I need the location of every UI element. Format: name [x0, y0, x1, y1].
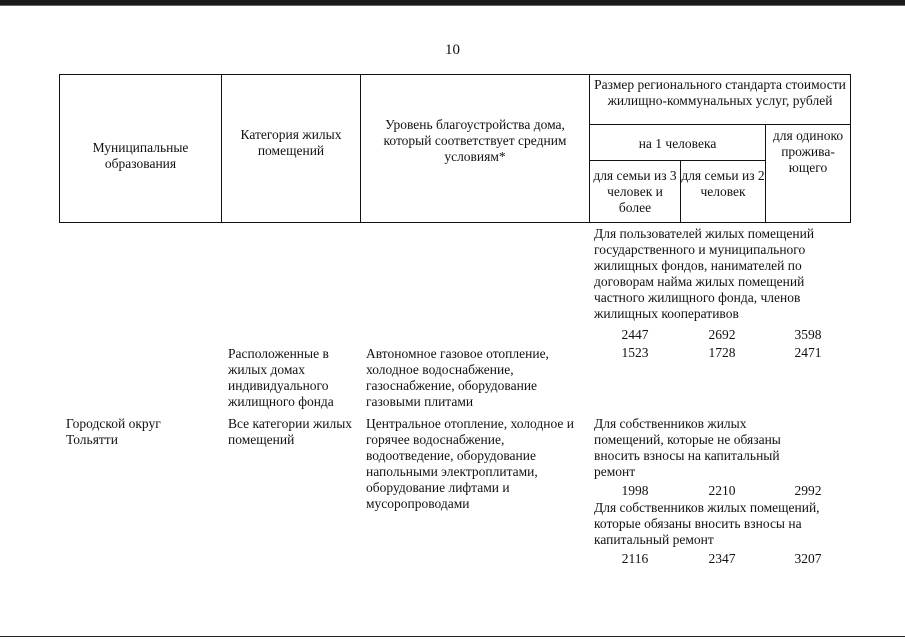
header-level: Уровень благоустройства дома, который соответствует средним условиям*	[383, 117, 567, 164]
group-caption-users: Для пользователей жилых помещений государственного и муниципального жилищных фондов, нанимателей по договорам найма жилых помещений частного жилищного фонда, членов жилищных кооперативов	[594, 226, 815, 321]
header-family-2: для семьи из 2 человек	[681, 168, 765, 199]
value-cell: 2447	[621, 327, 649, 342]
level-gas-heating: Автономное газовое отопление, холодное водоснабжение, газоснабжение, оборудование газовыми плитами	[366, 346, 549, 409]
municipality-name: Городской округ Тольятти	[66, 416, 161, 447]
header-municipality: Муниципальные образования	[92, 140, 189, 171]
level-central-heating: Центральное отопление, холодное и горячее водоснабжение, водоотведение, оборудование напольными электроплитами, оборудование лифтами и мусоропроводами	[366, 416, 574, 511]
scan-top-border-line	[0, 5, 905, 6]
header-divider-per-person	[589, 160, 765, 161]
value-cell: 2116	[621, 551, 649, 566]
header-single: для одиноко прожива-ющего	[772, 128, 844, 175]
category-individual-housing: Расположенные в жилых домах индивидуального жилищного фонда	[228, 346, 334, 409]
value-cell: 3207	[794, 551, 822, 566]
header-vline-7	[850, 74, 851, 223]
header-bottom-border	[59, 222, 851, 223]
header-standard: Размер регионального стандарта стоимости жилищно-коммунальных услуг, рублей	[594, 77, 846, 108]
value-cell: 3598	[794, 327, 822, 342]
category-all: Все категории жилых помещений	[228, 416, 353, 447]
scan-bottom-border	[0, 636, 905, 637]
value-cell: 1998	[621, 483, 649, 498]
value-cell: 2471	[794, 345, 822, 360]
value-cell: 1523	[621, 345, 649, 360]
value-cell: 2992	[794, 483, 822, 498]
value-cell: 1728	[708, 345, 736, 360]
value-cell: 2210	[708, 483, 736, 498]
header-divider-standard	[589, 124, 851, 125]
page-number: 10	[445, 42, 460, 58]
header-per-person: на 1 человека	[638, 136, 717, 151]
header-top-border	[59, 74, 851, 75]
group-caption-owners-obliged: Для собственников жилых помещений, которые обязаны вносить взносы на капитальный ремонт	[594, 500, 820, 547]
header-category: Категория жилых помещений	[240, 127, 342, 158]
group-caption-owners-not-obliged: Для собственников жилых помещений, которые не обязаны вносить взносы на капитальный ремонт	[594, 416, 781, 479]
header-family-3: для семьи из 3 человек и более	[593, 168, 677, 215]
value-cell: 2692	[708, 327, 736, 342]
value-cell: 2347	[708, 551, 736, 566]
